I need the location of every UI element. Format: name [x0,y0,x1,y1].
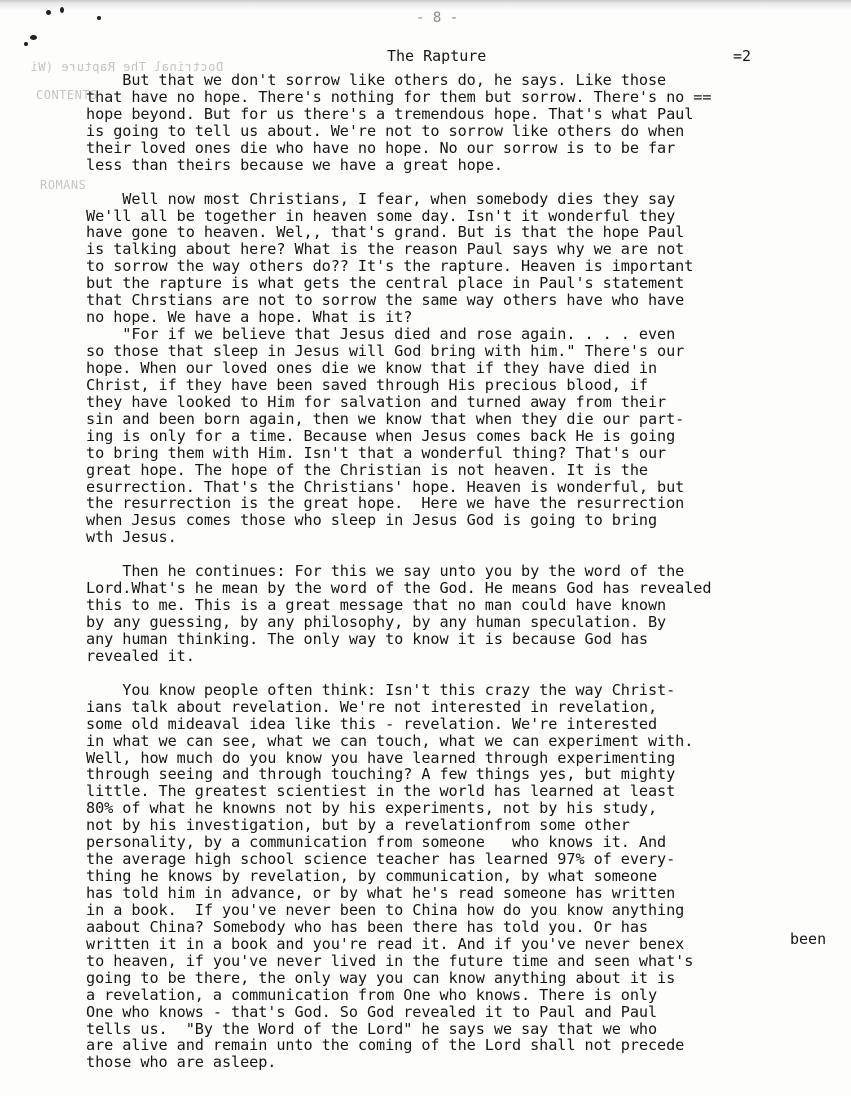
scan-top-edge [0,0,851,10]
text-line: thing he knows by revelation, by communication, by what someone [86,867,658,886]
text-line: 80% of what he knowns not by his experiments, not by his study, [86,799,658,818]
text-line: are alive and remain unto the coming of the Lord shall not precede [86,1036,685,1055]
scan-smudge [46,10,51,15]
text-line: to sorrow the way others do?? It's the rapture. Heaven is important [86,257,694,276]
text-line: that have no hope. There's nothing for them but sorrow. There's no == [86,87,712,106]
text-line: to heaven, if you've never lived in the future time and seen what's [86,951,694,970]
text-line: their loved ones die who have no hope. No our sorrow is to be far [86,138,676,157]
text-line: Well, how much do you know you have learned through experimenting [86,748,676,767]
body-text [86,72,816,1071]
text-line: tells us. "By the Word of the Lord" he says we say that we who [86,1019,658,1038]
text-line: by any guessing, by any philosophy, by any human speculation. By [86,613,667,631]
text-line: less than theirs because we have a great hope. [86,155,503,174]
scan-smudge [97,16,101,20]
text-line: the resurrection is the great hope. Here we have the resurrection [86,494,685,513]
page-marker: =2 [733,47,752,65]
text-line: hope. When our loved ones die we know that if they have died in [86,358,658,377]
text-line: any human thinking. The only way to know it is because God has [86,629,648,648]
text-line: but the rapture is what gets the central place in Paul's statement [86,274,685,293]
page-number: - 8 - [416,10,459,26]
text-line: is going to tell us about. We're not to sorrow like others do when [86,121,685,140]
text-line: those who are asleep. [86,1053,277,1072]
text-line: ians talk about revelation. We're not interested in revelation, [86,697,658,716]
text-line: great hope. The hope of the Christian is not heaven. It is the [86,460,648,479]
text-line: "For if we believe that Jesus died and rose again. . . . even [86,325,676,344]
text-line: We'll all be together in heaven some day. Isn't it wonderful they [86,206,676,225]
text-line: they have looked to Him for salvation and turned away from their [86,392,667,411]
text-line: is talking about here? What is the reason Paul says why we are not [86,240,685,259]
text-line: in a book. If you've never been to China how do you know anything [86,900,685,919]
text-line: You know people often think: Isn't this crazy the way Christ- [86,680,676,699]
text-line: aabout China? Somebody who has been there has told you. Or has [86,917,648,936]
text-line: some old mideaval idea like this - revelation. We're interested [86,714,658,733]
page-title: The Rapture [387,47,487,65]
text-line: a revelation, a communication from One who knows. There is only [86,985,658,1004]
margin-note: been [790,930,827,948]
bleed-through-text: Doctrinal The Rapture (Wi [30,60,224,74]
text-line: esurrection. That's the Christians' hope. Heaven is wonderful, but [86,477,685,496]
text-line: so those that sleep in Jesus will God bring with him." There's our [86,342,685,360]
text-line: little. The greatest scientiest in the world has learned at least [86,782,676,801]
text-line: wth Jesus. [86,528,177,547]
text-line: Then he continues: For this we say unto you by the word of the [86,562,685,581]
text-line: Lord.What's he mean by the word of the God. He means God has revealed [86,579,712,598]
text-line: this to me. This is a great message that no man could have known [86,596,667,615]
text-line: One who knows - that's God. So God revealed it to Paul and Paul [86,1002,658,1021]
text-line: has told him in advance, or by what he's read someone has written [86,884,676,902]
text-line: going to be there, the only way you can know anything about it is [86,968,676,987]
text-line: through seeing and through touching? A few things yes, but mighty [86,765,676,784]
text-line [86,546,816,563]
text-line: written it in a book and you're read it. And if you've never benex [86,934,685,953]
text-line: when Jesus comes those who sleep in Jesus God is going to bring [86,511,658,530]
text-line: not by his investigation, but by a revelationfrom some other [86,816,630,835]
text-line: the average high school science teacher has learned 97% of every- [86,850,676,869]
text-line: hope beyond. But for us there's a tremendous hope. That's what Paul [86,104,694,123]
text-line: that Chrstians are not to sorrow the same way others have who have [86,291,685,310]
text-line: have gone to heaven. Wel,, that's grand. But is that the hope Paul [86,223,685,242]
scan-smudge [24,42,28,46]
text-line: personality, by a communication from someone who knows it. And [86,833,667,852]
text-line: revealed it. [86,646,195,665]
scan-smudge [60,7,64,13]
text-line: Well now most Christians, I fear, when somebody dies they say [86,189,676,208]
text-line: no hope. We have a hope. What is it? [86,308,413,327]
text-line: But that we don't sorrow like others do, he says. Like those [86,71,667,89]
bleed-through-text: CONTENTS [36,88,98,102]
text-line: ing is only for a time. Because when Jesus comes back He is going [86,426,676,445]
text-line [86,665,816,682]
text-line: Christ, if they have been saved through His precious blood, if [86,375,648,394]
scan-smudge [30,35,37,40]
bleed-through-text: ROMANS [40,178,87,192]
text-line [86,174,816,191]
text-line: to bring them with Him. Isn't that a wonderful thing? That's our [86,443,667,462]
text-line: in what we can see, what we can touch, what we can experiment with. [86,731,694,750]
text-line: sin and been born again, then we know that when they die our part- [86,409,685,428]
